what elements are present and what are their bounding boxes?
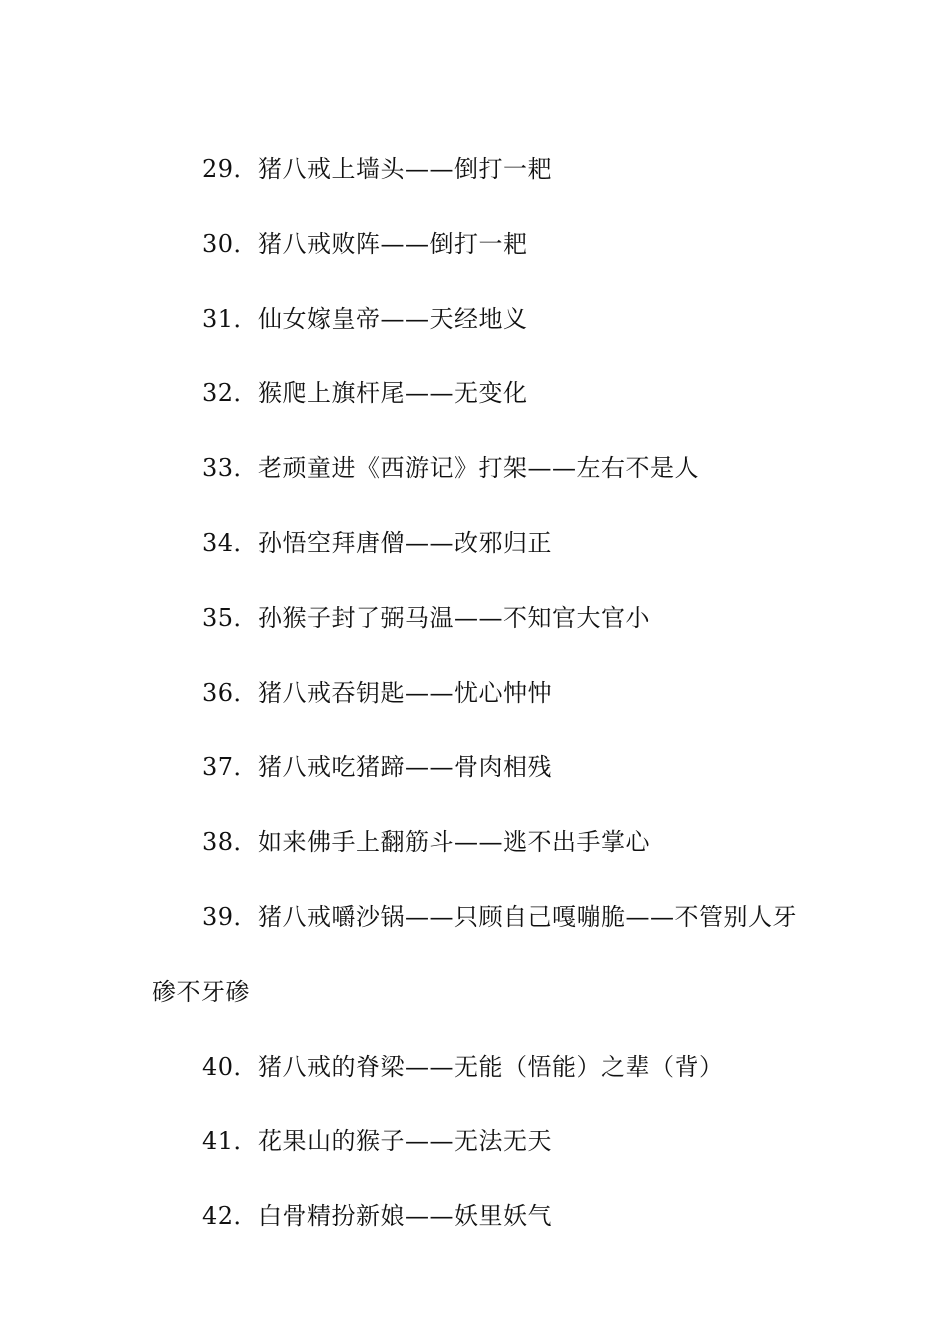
- idiom-list: [152, 132, 812, 1254]
- list-item: 30．猪八戒败阵——倒打一耙: [202, 229, 528, 258]
- list-item: 39．猪八戒嚼沙锅——只顾自己嘎嘣脆——不管别人牙碜不牙碜: [152, 902, 798, 1006]
- list-item: 29．猪八戒上墙头——倒打一耙: [202, 155, 553, 183]
- list-item: 41．花果山的猴子——无法无天: [202, 1127, 553, 1156]
- list-item: 34．孙悟空拜唐僧——改邪归正: [202, 528, 553, 557]
- list-item: 42．白骨精扮新娘——妖里妖气: [202, 1202, 553, 1231]
- list-item: 32．猴爬上旗杆尾——无变化: [202, 379, 528, 408]
- list-item: 33．老顽童进《西游记》打架——左右不是人: [202, 454, 700, 483]
- list-item: 35．孙猴子封了弼马温——不知官大官小: [202, 603, 651, 632]
- list-item: 36．猪八戒吞钥匙——忧心忡忡: [202, 678, 553, 707]
- list-item: 38．如来佛手上翻筋斗——逃不出手掌心: [202, 828, 651, 857]
- list-item: 37．猪八戒吃猪蹄——骨肉相残: [202, 753, 553, 782]
- list-item: 31．仙女嫁皇帝——天经地义: [202, 304, 528, 333]
- list-item: 40．猪八戒的脊梁——无能（悟能）之辈（背）: [202, 1052, 724, 1081]
